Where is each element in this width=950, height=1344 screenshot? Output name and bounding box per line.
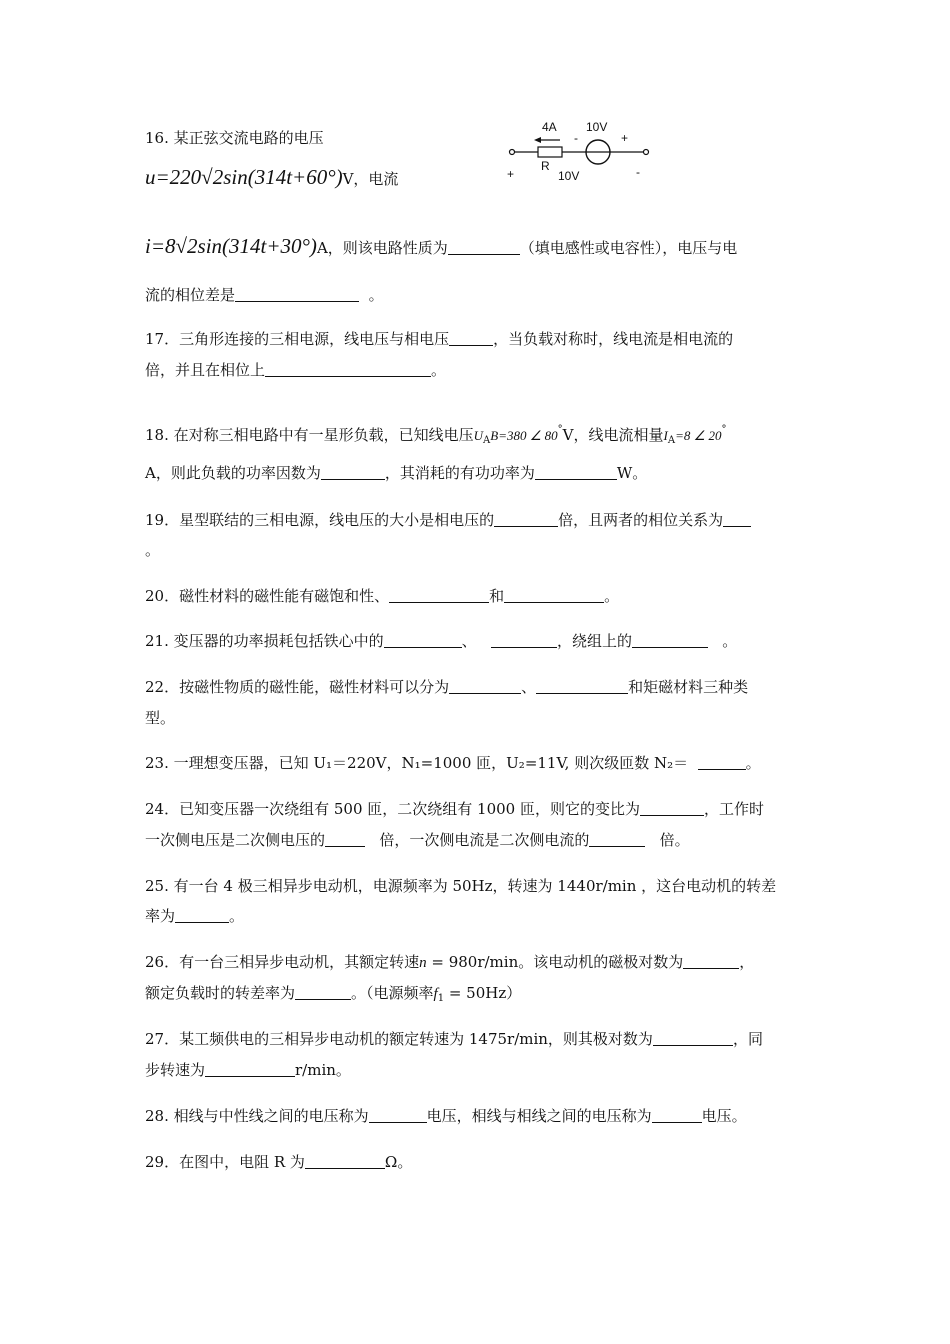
answer-blank[interactable] [652,1107,702,1123]
q23-text-b: 。 [745,754,761,772]
q26-text-a2: = 980r/min。该电动机的磁极对数为 [426,953,684,971]
answer-blank[interactable] [448,239,520,255]
q24-text-b: ，工作时 [703,800,764,818]
q16-line3 [145,285,384,305]
q24-text-a: 24．已知变压器一次绕组有 500 匝，二次绕组有 1000 匝，则它的变比为 [145,800,640,818]
minus-bottom: - [636,165,640,179]
plus-top: + [621,131,629,145]
q24-text-d: 倍，一次侧电流是二次侧电流的 [379,831,590,849]
q23-text-a: 23. 一理想变压器，已知 U₁＝220V，N₁=1000 匝，U₂=11V, 则次级匝数 N₂＝ [145,754,689,772]
q17-line2 [145,360,446,380]
resistor-label: R [541,159,550,173]
answer-blank[interactable] [640,800,704,816]
q18-text-a: 18. 在对称三相电路中有一星形负载，已知线电压 [145,426,474,444]
q22-text-c: 和矩磁材料三种类 [628,678,749,696]
answer-blank[interactable] [536,678,628,694]
q17-text-c: 倍，并且在相位上 [145,361,266,379]
q28-line [145,1106,747,1126]
q16-current-line [145,236,737,258]
answer-blank[interactable] [369,1107,427,1123]
q16-mid-text: （填电感性或电容性），电压与电 [519,239,738,257]
q23-line [145,753,761,773]
q20-line [145,586,619,606]
voltage-formula: u=220√2sin(314t+60°) [145,165,343,189]
q25-text-b: 率为 [145,907,176,925]
current-formula: i=8√2sin(314t+30°) [145,234,317,258]
phasor-i: I [663,428,668,443]
q29-line [145,1152,412,1172]
answer-blank[interactable] [265,361,431,377]
q22-text-b: 、 [521,678,537,696]
q18-text-b: A，则此负载的功率因数为 [145,464,321,482]
phasor-u-value: B=380 ∠ 80 [490,428,558,443]
q24-text-e: 倍。 [659,831,690,849]
phasor-u-sub: A [483,435,491,446]
q26-text-a: 26．有一台三相异步电动机，其额定转速 [145,953,420,971]
answer-blank[interactable] [494,511,558,527]
q29-text-b: Ω。 [384,1153,413,1171]
phasor-i-sub: A [667,435,676,446]
q27-text-a: 27．某工频供电的三相异步电动机的额定转速为 1475r/min，则其极对数为 [145,1030,653,1048]
q16-end: 。 [368,286,384,304]
answer-blank[interactable] [449,678,521,694]
q19-line1 [145,510,751,530]
q20-text-a: 20．磁性材料的磁性能有磁饱和性、 [145,587,390,605]
q16-title: 16. 某正弦交流电路的电压 [145,129,324,147]
answer-blank[interactable] [449,330,493,346]
current-unit: A，则该电路性质为 [316,239,448,257]
q27-text-b: ，同 [732,1030,763,1048]
answer-blank[interactable] [175,907,229,923]
answer-blank[interactable] [589,831,645,847]
q24-line2 [145,830,690,850]
answer-blank[interactable] [235,286,359,302]
q22-line1 [145,677,748,697]
terminal-left [510,150,515,155]
q28-text-c: 电压。 [701,1107,747,1125]
q19-line2: 。 [145,541,161,559]
q26-f-sub: 1 [437,993,445,1004]
q18-text-d: W。 [616,464,648,482]
q24-line1 [145,799,764,819]
q18-text-c: ，其消耗的有功功率为 [384,464,535,482]
q19-text-b: 倍，且两者的相位关系为 [558,511,724,529]
q26-text-e: = 50Hz） [444,984,522,1002]
resistor-symbol [538,147,562,157]
q26-text-b: ， [739,953,755,971]
q25-line1: 25. 有一台 4 极三相异步电动机，电源频率为 50Hz，转速为 1440r/min ，这台电动机的转差 [145,877,777,895]
q28-text-b: 电压，相线与相线之间的电压称为 [426,1107,652,1125]
q18-line1: 18. 在对称三相电路中有一星形负载，已知线电压$U_AB=380$ ∠ 80°V，线电流相量$I_A=8$ ∠ 20° [145,424,727,446]
q21-text-c: ，绕组上的 [556,632,632,650]
q21-line [145,631,737,651]
q27-text-d: r/min。 [295,1061,351,1079]
answer-blank[interactable] [295,984,351,1000]
q26-line2 [145,983,521,1009]
answer-blank[interactable] [205,1061,295,1077]
q16-voltage-line [145,167,398,189]
q25-line2 [145,906,244,926]
q26-f: f [433,986,438,1002]
answer-blank[interactable] [653,1030,733,1046]
voltage-label-bottom: 10V [558,169,580,183]
q26-n: n [419,955,427,971]
q17-text-a: 17．三角形连接的三相电源，线电压与相电压 [145,330,450,348]
answer-blank[interactable] [321,464,385,480]
q17-text-b: ，当负载对称时，线电流是相电流的 [493,330,734,348]
q19-text-a: 19．星型联结的三相电源，线电压的大小是相电压的 [145,511,495,529]
q26-line1 [145,952,754,973]
q27-line1 [145,1029,763,1049]
q22-line2: 型。 [145,709,176,727]
q17-line1 [145,329,733,349]
current-label: 4A [542,120,557,134]
circuit-diagram [500,118,660,188]
q25-text-c: 。 [229,907,245,925]
terminal-right [644,150,649,155]
phasor-i-value: =8 ∠ 20 [675,428,722,443]
phasor-u: U [473,428,484,443]
answer-blank[interactable] [683,953,739,969]
arrow-left-icon [534,137,541,143]
q24-text-c: 一次侧电压是二次侧电压的 [145,831,326,849]
q21-text-d: 。 [722,632,738,650]
q16-line3-text: 流的相位差是 [145,286,236,304]
q26-text-d: 。（电源频率 [351,984,434,1002]
answer-blank[interactable] [535,464,617,480]
q20-text-b: 和 [489,587,505,605]
q20-text-c: 。 [604,587,620,605]
voltage-unit: V，电流 [342,170,399,188]
answer-blank[interactable] [389,587,489,603]
q18-unit-text: V，线电流相量 [562,426,664,444]
answer-blank[interactable] [384,632,462,648]
answer-blank[interactable] [723,511,751,527]
answer-blank[interactable] [632,632,708,648]
q17-text-d: 。 [431,361,447,379]
q27-text-c: 步转速为 [145,1061,206,1079]
answer-blank[interactable] [504,587,604,603]
q21-text-a: 21. 变压器的功率损耗包括铁心中的 [145,632,384,650]
q26-text-c: 额定负载时的转差率为 [145,984,296,1002]
voltage-label-top: 10V [586,120,608,134]
q28-text-a: 28. 相线与中性线之间的电压称为 [145,1107,369,1125]
answer-blank[interactable] [698,754,746,770]
answer-blank[interactable] [325,831,365,847]
q21-text-b: 、 [461,632,477,650]
q29-text-a: 29．在图中，电阻 R 为 [145,1153,305,1171]
q18-line2 [145,463,647,483]
minus-top: - [574,131,578,145]
answer-blank[interactable] [491,632,557,648]
q27-line2 [145,1060,351,1080]
q22-text-a: 22．按磁性物质的磁性能，磁性材料可以分为 [145,678,450,696]
plus-bottom: + [507,167,515,181]
answer-blank[interactable] [305,1153,385,1169]
